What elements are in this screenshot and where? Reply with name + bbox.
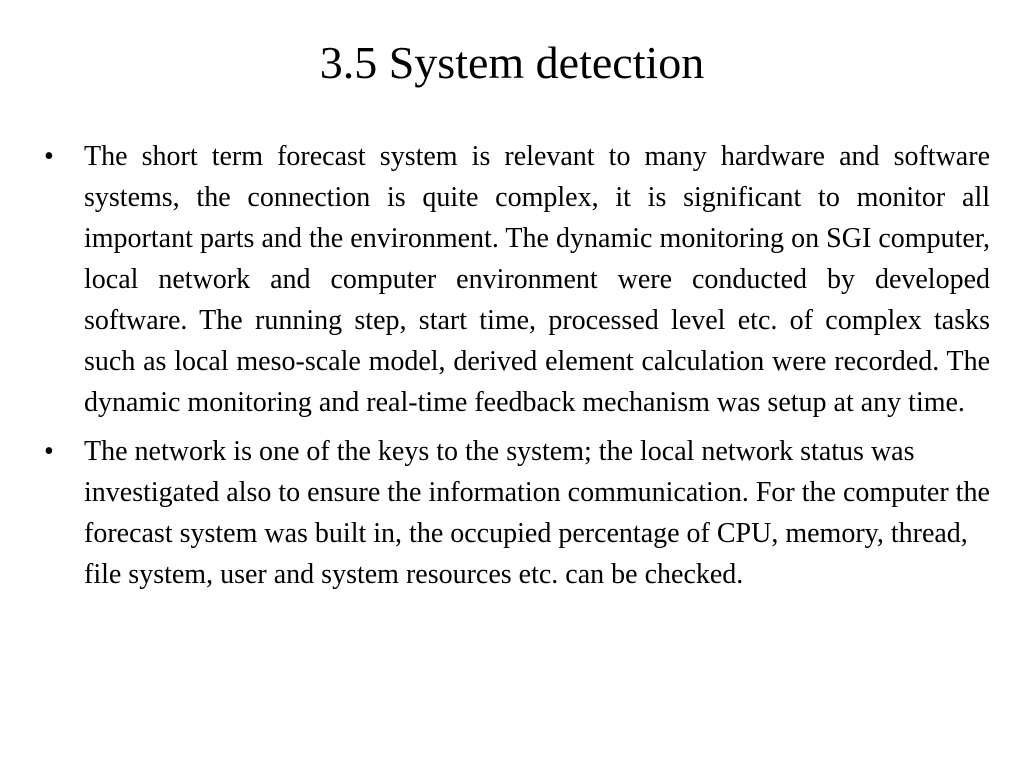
bullet-item-2 [40, 431, 990, 595]
bullet-icon: • [44, 141, 54, 172]
bullet-text: The network is one of the keys to the system; the local network status was investigated also to ensure the information communication. For the computer the forecast system was built in, the occupied percentage of CPU, memory, thread, file system, user and system resources etc. can be checked. [84, 436, 990, 590]
bullet-item-1 [40, 136, 990, 423]
bullet-list [40, 136, 990, 603]
bullet-icon: • [44, 436, 54, 467]
bullet-text: The short term forecast system is relevant to many hardware and software systems, the connection is quite complex, it is significant to monitor all important parts and the environment. The dynamic monitoring on SGI computer, local network and computer environment were conducted by developed software. The running step, start time, processed level etc. of complex tasks such as local meso-scale model, derived element calculation were recorded. The dynamic monitoring and real-time feedback mechanism was setup at any time. [84, 141, 990, 418]
slide-title: 3.5 System detection [319, 37, 705, 88]
